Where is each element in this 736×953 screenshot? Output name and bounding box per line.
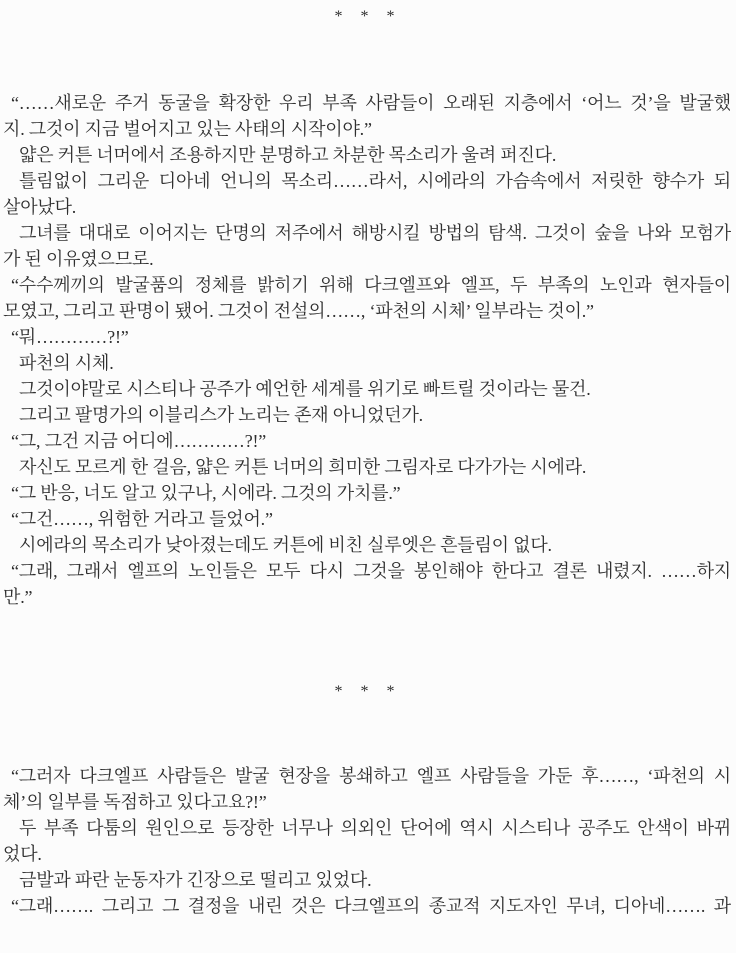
text-line: 시에라의 목소리가 낮아졌는데도 커튼에 비친 실루엣은 흔들림이 없다.: [19, 535, 552, 555]
text-line: 가 된 이유였으므로.: [3, 249, 154, 269]
text-line: 두 부족 다툼의 원인으로 등장한 너무나 의외인 단어에 역시 시스티나 공주도 안색이 바뀌: [19, 818, 731, 838]
text-line: 파천의 시체.: [19, 353, 114, 373]
scene-break-middle: * * *: [334, 683, 402, 700]
text-line: 그리고 팔명가의 이블리스가 노리는 존재 아니었던가.: [19, 405, 423, 425]
text-line: “수수께끼의 발굴품의 정체를 밝히기 위해 다크엘프와 엘프, 두 부족의 노인과 현자들이: [11, 275, 731, 295]
text-line: “뭐…………?!”: [11, 327, 129, 347]
text-line: “그, 그건 지금 어디에…………?!”: [11, 431, 267, 451]
text-line: 살아났다.: [3, 197, 77, 217]
text-line: 그것이야말로 시스티나 공주가 예언한 세계를 위기로 빠트릴 것이라는 물건.: [19, 379, 591, 399]
text-line: “그래, 그래서 엘프의 노인들은 모두 다시 그것을 봉인해야 한다고 결론 내렸지. ……하지: [11, 561, 731, 581]
text-line: 었다.: [3, 844, 42, 864]
text-line: 지. 그것이 지금 벌어지고 있는 사태의 시작이야.”: [3, 119, 372, 139]
text-line: “그러자 다크엘프 사람들은 발굴 현장을 봉쇄하고 엘프 사람들을 가둔 후……, ‘파천의 시: [11, 766, 731, 786]
text-line: 자신도 모르게 한 걸음, 얇은 커튼 너머의 희미한 그림자로 다가가는 시에라.: [19, 457, 587, 477]
text-line: 만.”: [3, 587, 33, 607]
text-line: 금발과 파란 눈동자가 긴장으로 떨리고 있었다.: [19, 870, 372, 890]
text-line: 모였고, 그리고 판명이 됐어. 그것이 전설의……, ‘파천의 시체’ 일부라는 것이.”: [3, 301, 594, 321]
text-line: 틀림없이 그리운 디아네 언니의 목소리……라서, 시에라의 가슴속에서 저릿한 향수가 되: [19, 171, 731, 191]
text-section-2: [0, 763, 736, 919]
text-line: “그래……. 그리고 그 결정을 내린 것은 다크엘프의 종교적 지도자인 무녀, 디아네……. 과: [11, 896, 731, 916]
text-section-1: [0, 90, 736, 610]
text-line: 그녀를 대대로 이어지는 단명의 저주에서 해방시킬 방법의 탐색. 그것이 숲을 나와 모험가: [19, 223, 731, 243]
text-line: 체’의 일부를 독점하고 있다고요?!”: [3, 792, 267, 812]
text-line: “……새로운 주거 동굴을 확장한 우리 부족 사람들이 오래된 지층에서 ‘어느 것’을 발굴했: [11, 93, 731, 113]
text-line: “그 반응, 너도 알고 있구나, 시에라. 그것의 가치를.”: [11, 483, 401, 503]
scene-break-top: * * *: [334, 8, 402, 25]
text-line: “그건……, 위험한 거라고 들었어.”: [11, 509, 273, 529]
text-line: 얇은 커튼 너머에서 조용하지만 분명하고 차분한 목소리가 울려 퍼진다.: [19, 145, 557, 165]
